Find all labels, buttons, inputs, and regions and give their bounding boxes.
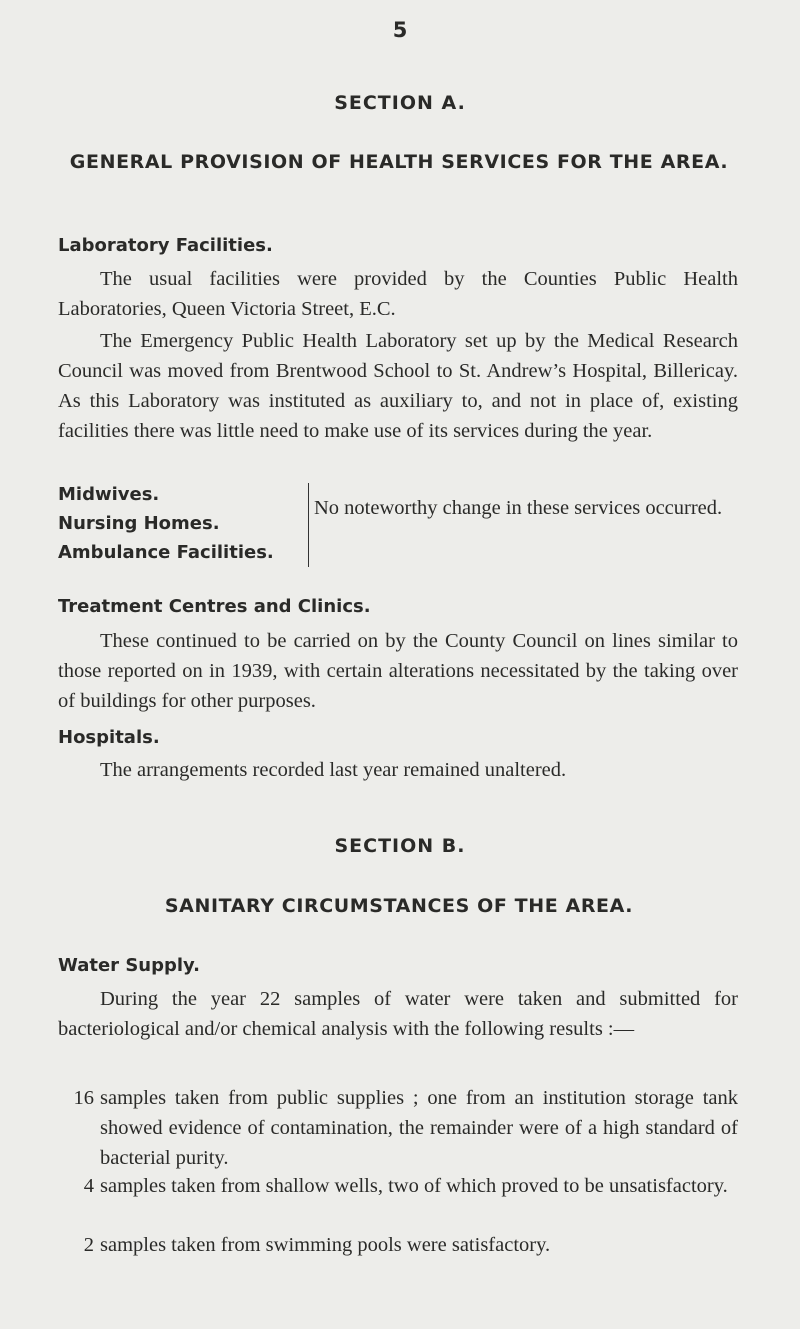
water-sample-item: [83, 1171, 738, 1201]
grouping-brace: [302, 483, 309, 567]
hospitals-heading: Hospitals.: [58, 727, 160, 748]
page-number: 5: [392, 18, 408, 42]
treatment-centres-heading: Treatment Centres and Clinics.: [58, 596, 371, 617]
water-sample-count: 4: [83, 1175, 94, 1197]
water-sample-count: 2: [83, 1234, 94, 1256]
grouped-service-labels: [58, 480, 274, 567]
water-sample-item: [83, 1230, 738, 1260]
water-supply-paragraph: During the year 22 samples of water were taken and submitted for bacteriological and/or chemical analysis with the following results :—: [58, 988, 738, 1040]
section-a-heading: SECTION A.: [334, 92, 466, 114]
laboratory-paragraph-1: The usual facilities were provided by the Counties Public Health Laboratories, Queen Victoria Street, E.C.: [58, 268, 738, 320]
water-sample-text: samples taken from public supplies ; one from an institution storage tank showed evidence of contamination, the remainder were of a high standard of bacterial purity.: [100, 1087, 738, 1169]
label-midwives: Midwives.: [58, 484, 160, 505]
laboratory-heading: Laboratory Facilities.: [58, 235, 273, 256]
label-nursing-homes: Nursing Homes.: [58, 513, 220, 534]
water-supply-heading: Water Supply.: [58, 955, 200, 976]
section-b-heading: SECTION B.: [334, 835, 466, 857]
water-sample-text: samples taken from shallow wells, two of which proved to be unsatisfactory.: [100, 1175, 728, 1197]
label-ambulance-facilities: Ambulance Facilities.: [58, 542, 274, 563]
section-b-title: SANITARY CIRCUMSTANCES OF THE AREA.: [164, 895, 634, 917]
hospitals-paragraph: The arrangements recorded last year remained unaltered.: [100, 759, 567, 781]
grouped-services-note: No noteworthy change in these services occurred.: [314, 497, 723, 519]
water-sample-text: samples taken from swimming pools were satisfactory.: [100, 1234, 551, 1256]
laboratory-paragraph-2: The Emergency Public Health Laboratory set up by the Medical Research Council was moved from Brentwood School to St. Andrew’s Hospital, Billericay. As this Laboratory was instituted as auxiliary to, and not in place of, existing facilities there was little need to make use of its services during the year.: [58, 330, 738, 442]
water-sample-count: 16: [73, 1087, 94, 1109]
treatment-centres-paragraph: These continued to be carried on by the County Council on lines similar to those reported on in 1939, with certain alterations necessitated by the taking over of buildings for other purposes.: [58, 630, 738, 712]
water-sample-item: [73, 1083, 738, 1173]
section-a-title: GENERAL PROVISION OF HEALTH SERVICES FOR THE AREA.: [69, 151, 729, 173]
